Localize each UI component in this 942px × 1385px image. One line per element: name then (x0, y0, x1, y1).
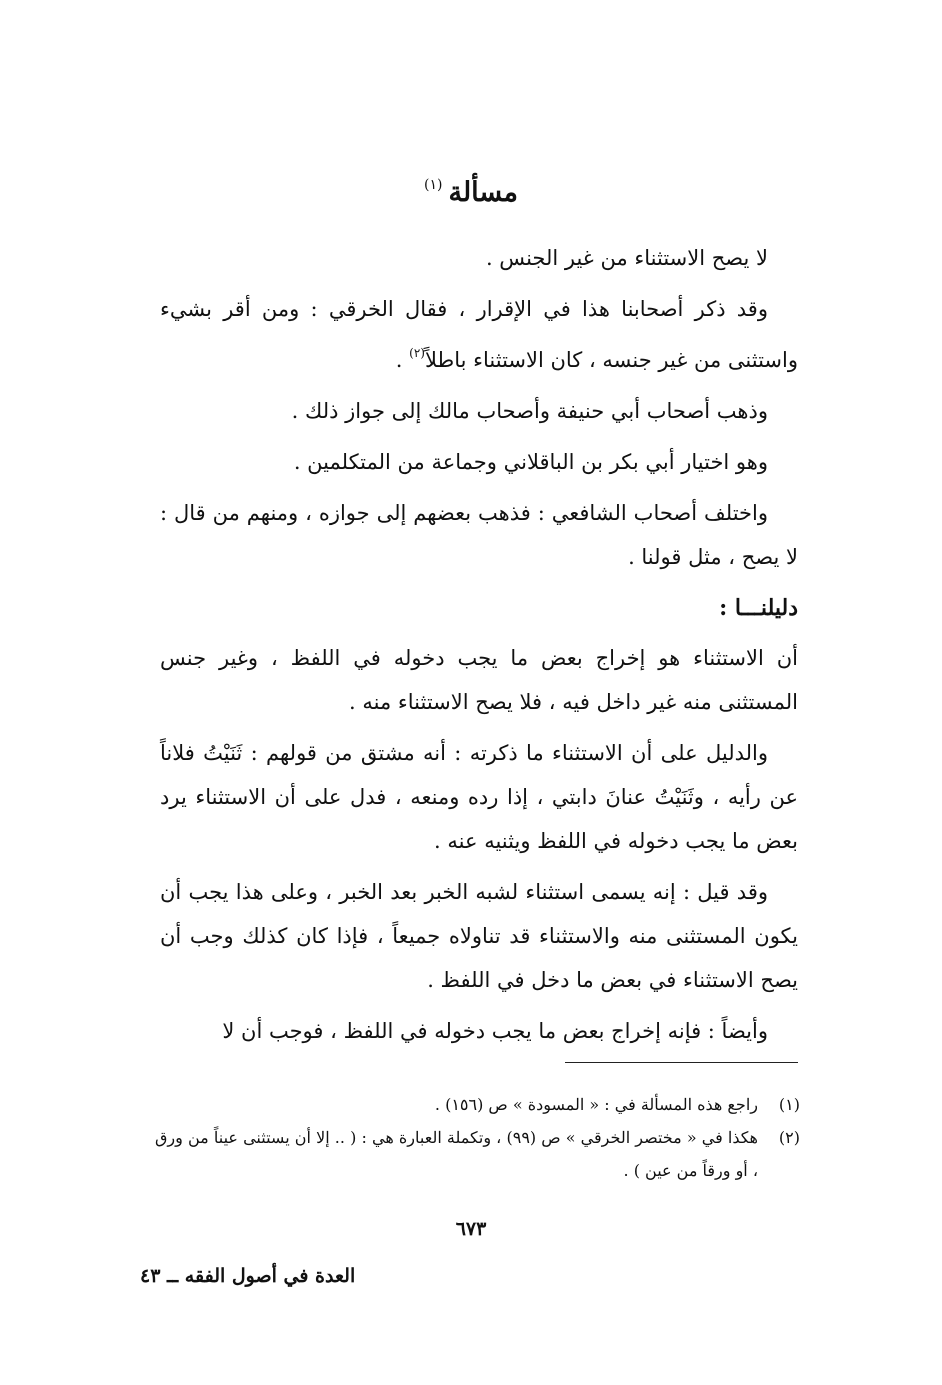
main-text (160, 236, 798, 1060)
paragraph-shafii: واختلف أصحاب الشافعي : فذهب بعضهم إلى جوازه ، ومنهم من قال : لا يصح ، مثل قولنا . (160, 501, 798, 569)
paragraph-kharaqi-text: وقد ذكر أصحابنا هذا في الإقرار ، فقال الخرقي : ومن أقر بشيء واستثنى من غير جنسه ، كان الاستثناء باطلاً (160, 297, 798, 372)
paragraph-thesis: لا يصح الاستثناء من غير الجنس . (485, 246, 768, 270)
title-footnote-ref[interactable]: (١) (424, 177, 443, 193)
page-number: ٦٧٣ (455, 1218, 487, 1240)
paragraph-evidence-1: أن الاستثناء هو إخراج بعض ما يجب دخوله في اللفظ ، وغير جنس المستثنى منه غير داخل فيه ، فلا يصح الاستثناء منه . (160, 646, 798, 714)
paragraph-hanafi-maliki: وذهب أصحاب أبي حنيفة وأصحاب مالك إلى جواز ذلك . (291, 399, 768, 423)
paragraph-kharaqi-end: . (395, 348, 410, 372)
paragraph-kharaqi-quote (160, 287, 798, 382)
footnote-text: هكذا في « مختصر الخرقي » ص (٩٩) ، وتكملة العبارة هي : ( .. إلا أن يستثنى عيناً من ورق ، أو ورقاً من عين ) . (155, 1128, 758, 1180)
paragraph-evidence-2: والدليل على أن الاستثناء ما ذكرته : أنه مشتق من قولهم : ثَنَيْتُ فلاناً عن رأيه ، وثَنَيْتُ عنانَ دابتي ، إذا رده ومنعه ، فدل على أن الاستثناء يرد بعض ما يجب دخوله في اللفظ ويثنيه عنه . (160, 741, 798, 853)
paragraph-evidence-4: وأيضاً : فإنه إخراج بعض ما يجب دخوله في اللفظ ، فوجب أن لا (222, 1019, 768, 1043)
footnote-item (155, 1088, 800, 1121)
footnote-divider (565, 1062, 798, 1063)
paragraph-evidence-3: وقد قيل : إنه يسمى استثناء لشبه الخبر بعد الخبر ، وعلى هذا يجب أن يكون المستثنى منه والاستثناء قد تناولاه جميعاً ، فإذا كان كذلك وجب أن يصح الاستثناء في بعض ما دخل في اللفظ . (160, 880, 798, 992)
footnote-number: (١) (778, 1095, 800, 1114)
issue-title-text: مسألة (448, 177, 518, 208)
footnote-item (155, 1121, 800, 1187)
running-footer: العدة في أصول الفقه ــ ٤٣ (140, 1265, 356, 1287)
paragraph-baqillani: وهو اختيار أبي بكر بن الباقلاني وجماعة من المتكلمين . (293, 450, 768, 474)
issue-title (0, 165, 942, 213)
section-heading-evidence: دليلنـــا : (719, 595, 798, 621)
kharaqi-footnote-ref[interactable]: (٢) (409, 346, 425, 360)
footnotes (155, 1088, 800, 1187)
footnote-text: راجع هذه المسألة في : « المسودة » ص (١٥٦) . (434, 1095, 758, 1114)
footnote-number: (٢) (778, 1128, 800, 1147)
